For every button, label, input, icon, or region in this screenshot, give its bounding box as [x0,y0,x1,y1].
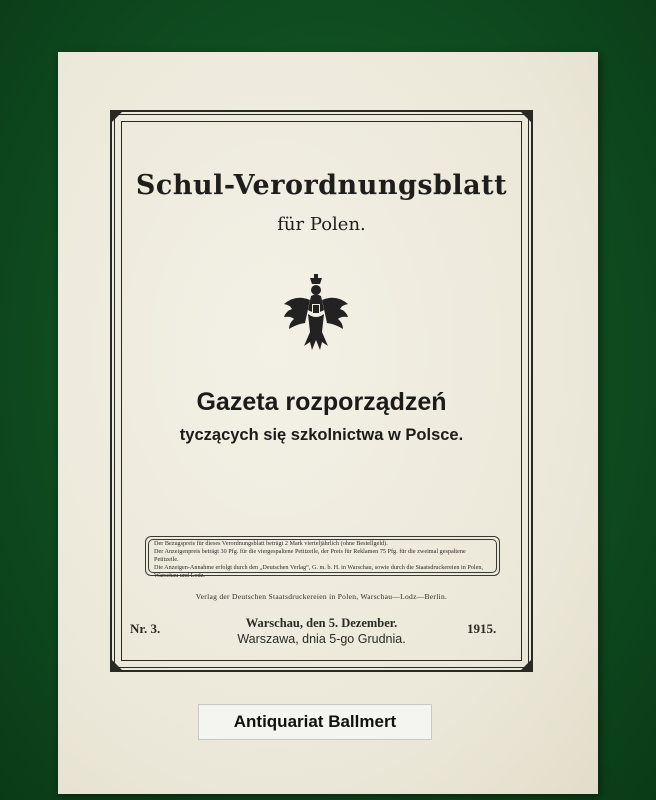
border-rule [528,110,529,672]
date-polish: Warszawa, dnia 5-go Grudnia. [237,632,406,646]
border-rule [110,667,533,668]
notice-line: Der Bezugspreis für dieses Verordnungsblatt beträgt 2 Mark vierteljährlich (ohne Bestellgeld). [154,540,388,547]
border-rule [110,114,533,115]
seller-label: Antiquariat Ballmert [198,704,432,740]
corner-ornament-icon [521,660,531,670]
title-polish: Gazeta rozporządzeń [196,388,447,416]
publisher-line: Verlag der Deutschen Staatsdruckereien in Polen, Warschau—Lodz—Berlin. [195,592,448,601]
corner-ornament-icon [112,660,122,670]
corner-ornament-icon [112,112,122,122]
subtitle-polish: tyczących się szkolnictwa w Polsce. [179,426,464,444]
border-rule [114,110,115,672]
title-german: Schul-Verordnungsblatt [135,170,508,201]
issue-number: Nr. 3. [130,621,161,636]
imperial-eagle-icon [282,274,350,354]
subtitle-german: für Polen. [277,214,366,235]
issue-year: 1915. [467,621,497,636]
date-german: Warschau, den 5. Dezember. [245,616,398,630]
notice-line: Der Anzeigenpreis beträgt 30 Pfg. für die viergespaltene Petitzeile, der Preis für Reklamen 75 Pfg. für die zweimal gespaltene Petitzeile. [154,548,466,563]
corner-ornament-icon [521,112,531,122]
subscription-notice [145,536,500,579]
notice-line: Die Anzeigen-Annahme erfolgt durch den „Deutschen Verlag“, G. m. b. H. in Warschau, sowie durch die Staatsdruckereien in Polen, Warschau und Lodz. [154,564,483,579]
